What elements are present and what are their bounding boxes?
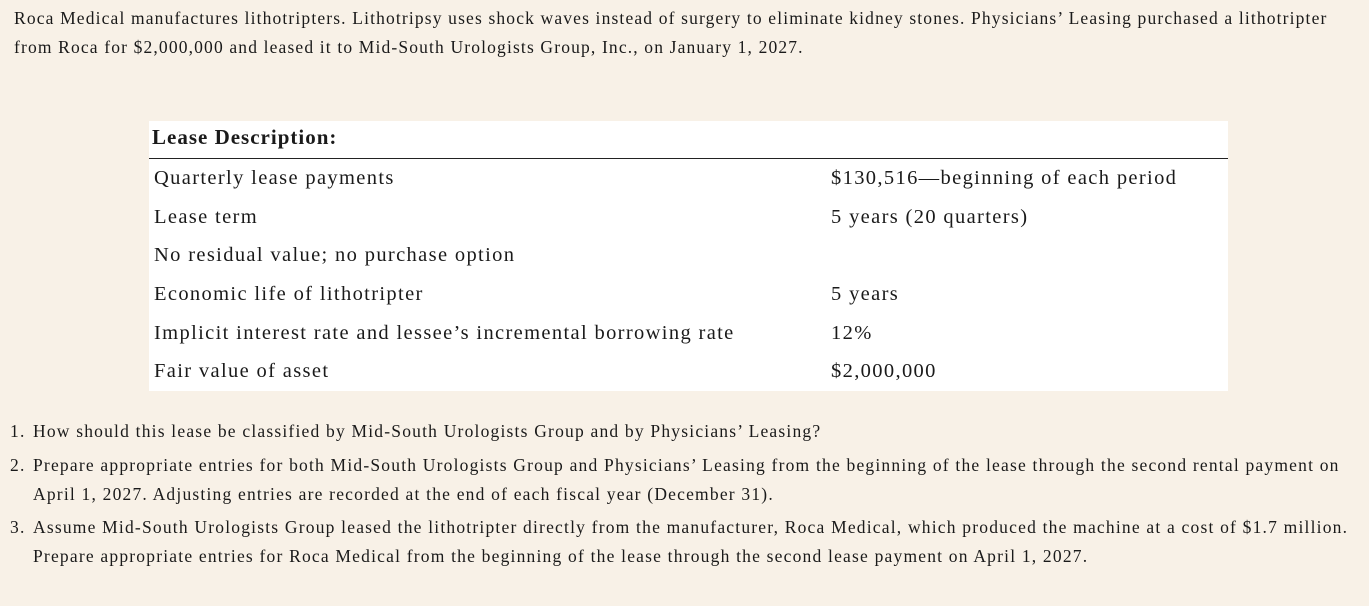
lease-description-table (149, 121, 1228, 391)
question-number: 2. (10, 454, 26, 475)
question-item (10, 451, 1362, 509)
lease-row-label: Lease term (154, 205, 258, 228)
question-text: Prepare appropriate entries for both Mid-South Urologists Group and Physicians’ Leasing from the beginning of the lease through the second rental payment on April 1, 2027. Adjusting entries are recorded at the end of each fiscal year (December 31). (33, 454, 1340, 504)
question-item (10, 417, 1362, 446)
intro-paragraph: Roca Medical manufactures lithotripters. Lithotripsy uses shock waves instead of surgery to eliminate kidney stones. Physicians’ Leasing purchased a lithotripter from Roca for $2,000,000 and leased it to Mid-South Urologists Group, Inc., on January 1, 2027. (14, 8, 1328, 57)
lease-row-value: $2,000,000 (831, 360, 937, 383)
lease-row (149, 314, 1228, 353)
lease-row-label: No residual value; no purchase option (154, 244, 516, 267)
lease-row-value: 12% (831, 321, 873, 344)
lease-row-label: Economic life of lithotripter (154, 282, 424, 305)
question-item (10, 513, 1362, 571)
lease-row (149, 352, 1228, 391)
lease-row-value: 5 years (20 quarters) (831, 205, 1029, 228)
lease-table-title: Lease Description: (149, 121, 1228, 159)
question-text: Assume Mid-South Urologists Group leased the lithotripter directly from the manufacturer, Roca Medical, which produced the machine at a cost of $1.7 million. Prepare appropriate entries for Roca Medical from the beginning of the lease through the second lease payment on April 1, 2027. (33, 517, 1349, 566)
question-list (10, 417, 1362, 576)
lease-row-value: $130,516—beginning of each period (831, 166, 1178, 189)
question-number: 1. (10, 421, 26, 441)
lease-row (149, 159, 1228, 198)
lease-row-label: Quarterly lease payments (154, 166, 395, 189)
lease-row (149, 198, 1228, 237)
question-text: How should this lease be classified by Mid-South Urologists Group and by Physicians’ Leasing? (33, 421, 822, 441)
lease-row-label: Implicit interest rate and lessee’s incremental borrowing rate (154, 321, 735, 344)
lease-row (149, 236, 1228, 275)
lease-row-label: Fair value of asset (154, 360, 330, 383)
lease-row-value: 5 years (831, 282, 900, 305)
lease-row (149, 275, 1228, 314)
question-number: 3. (10, 517, 26, 537)
